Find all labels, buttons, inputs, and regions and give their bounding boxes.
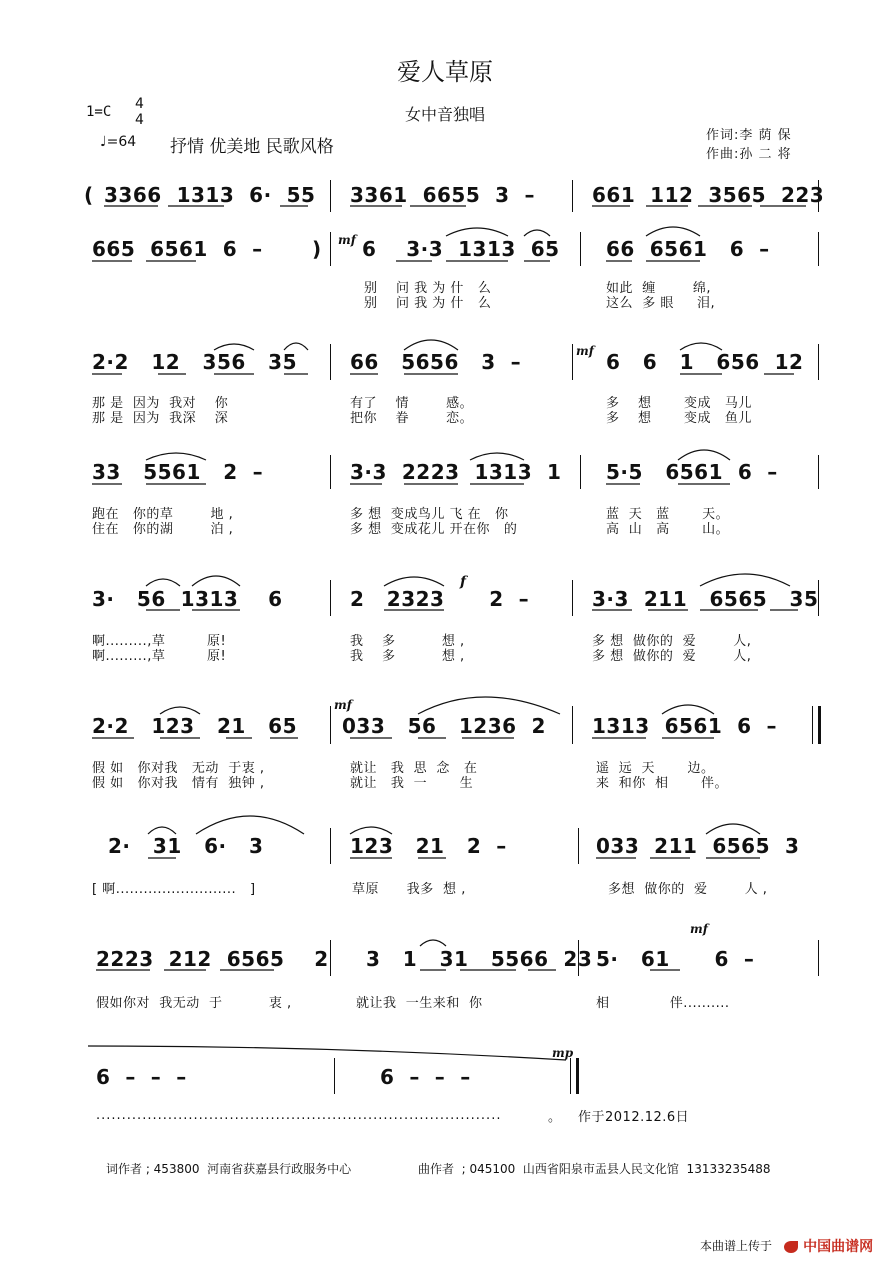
dynamic-mf: mf	[334, 698, 352, 712]
key-signature: 1=C	[86, 104, 112, 120]
row5-measure2: 033 56 1236 2	[342, 714, 546, 738]
row1-measure2: 6 3·3 1313 65	[362, 237, 560, 261]
slur	[700, 574, 790, 586]
row7-lyric-m2: 就让我 一生来和 你	[356, 996, 483, 1011]
slur	[284, 343, 308, 350]
slur	[146, 579, 180, 586]
time-sig-bottom: 4	[135, 112, 144, 128]
row3-lyric-m2-v2: 多 想 变成花儿 开在你 的	[350, 522, 518, 537]
row4-lyric-m3-v2: 多 想 做你的 爱 人,	[592, 649, 752, 664]
row4-measure2: 2 2323 2 –	[350, 587, 530, 611]
tie-to-end	[88, 1046, 566, 1060]
paren-close: )	[312, 237, 322, 261]
slur	[418, 697, 560, 714]
slur	[524, 230, 550, 236]
row3-measure3: 5·5 6561 6 –	[606, 460, 778, 484]
composition-date: 作于2012.12.6日	[578, 1110, 690, 1125]
row6-lyric-m2: 草原 我多 想 ,	[352, 882, 466, 897]
row5-lyric-m3-v2: 来 和你 相 伴。	[596, 776, 728, 791]
lyricist-credit: 作词:李 荫 保	[706, 128, 792, 143]
row1-lyric-m2-v1: 别 问 我 为 什 么	[364, 281, 492, 296]
dynamic-mf: mf	[576, 344, 594, 358]
row5-measure3: 1313 6561 6 –	[592, 714, 778, 738]
footer-composer: 曲作者 ; 045100 山西省阳泉市盂县人民文化馆 13133235488	[418, 1162, 771, 1176]
row3-measure1: 33 5561 2 –	[92, 460, 264, 484]
row6-measure2: 123 21 2 –	[350, 834, 507, 858]
slur	[680, 343, 722, 350]
row5-lyric-m1-v2: 假 如 你对我 情有 独钟 ,	[92, 776, 265, 791]
footer-lyricist: 词作者 ; 453800 河南省获嘉县行政服务中心	[106, 1162, 352, 1176]
row1-lyric-m3-v1: 如此 缠 绵,	[606, 281, 711, 296]
row4-lyric-m2-v2: 我 多 想 ,	[350, 649, 465, 664]
row6-lyric-m3: 多想 做你的 爱 人 ,	[608, 882, 768, 897]
style-mark: 抒情 优美地 民歌风格	[170, 137, 334, 157]
row7-measure1: 2223 212 6565 2	[96, 947, 329, 971]
slur	[420, 940, 446, 946]
dynamic-mf: mf	[338, 233, 356, 247]
slur	[470, 453, 524, 460]
row5-lyric-m1-v1: 假 如 你对我 无动 于衷 ,	[92, 761, 265, 776]
slur	[662, 705, 714, 714]
row3-lyric-m1-v1: 跑在 你的草 地 ,	[92, 507, 234, 522]
row3-measure2: 3·3 2223 1313 1	[350, 460, 562, 484]
end-mark: 。	[548, 1110, 562, 1125]
slur	[196, 816, 304, 834]
slur	[350, 827, 392, 834]
row0-measure3: 661 112 3565 223	[592, 183, 825, 207]
row2-lyric-m3-v2: 多 想 变成 鱼儿	[606, 411, 752, 426]
row7-measure2: 3 1 31 5566 23	[366, 947, 593, 971]
paren-open: (	[84, 183, 94, 207]
row8-measure1: 6 – – –	[96, 1065, 187, 1089]
tempo-mark: ♩=64	[100, 134, 137, 150]
row2-lyric-m1-v2: 那 是 因为 我深 深	[92, 411, 229, 426]
dynamic-mp: mp	[552, 1046, 574, 1060]
ending-dots: ...............................................................................	[96, 1108, 502, 1123]
row4-lyric-m1-v1: 啊.........,草 原!	[92, 634, 227, 649]
song-subtitle: 女中音独唱	[404, 105, 485, 124]
dynamic-mf: mf	[690, 922, 708, 936]
slur	[160, 707, 200, 714]
dynamic-f: f	[460, 574, 467, 590]
row6-lyric-m1: [ 啊.......................... ]	[92, 882, 256, 897]
slur	[384, 577, 444, 586]
row3-lyric-m1-v2: 住在 你的湖 泊 ,	[92, 522, 234, 537]
slur	[146, 453, 206, 460]
slur	[706, 824, 760, 834]
row3-lyric-m2-v1: 多 想 变成鸟儿 飞 在 你	[350, 507, 509, 522]
row1-measure1: 665 6561 6 –	[92, 237, 263, 261]
row1-lyric-m3-v2: 这么 多 眼 泪,	[606, 296, 716, 311]
row5-lyric-m2-v1: 就让 我 思 念 在	[350, 761, 478, 776]
slur	[678, 450, 730, 460]
row0-measure1: 3366 1313 6· 55	[104, 183, 316, 207]
song-title: 爱人草原	[397, 58, 493, 86]
row1-lyric-m2-v2: 别 问 我 为 什 么	[364, 296, 492, 311]
row7-lyric-m3: 相 伴..........	[596, 996, 730, 1011]
slur	[404, 340, 458, 350]
time-sig-top: 4	[135, 96, 144, 112]
row1-measure3: 66 6561 6 –	[606, 237, 770, 261]
slur	[148, 827, 176, 834]
row2-lyric-m2-v2: 把你 眷 恋。	[350, 411, 474, 426]
slur	[646, 227, 700, 236]
row2-lyric-m3-v1: 多 想 变成 马儿	[606, 396, 752, 411]
row8-measure2: 6 – – –	[380, 1065, 471, 1089]
row5-lyric-m2-v2: 就让 我 一 生	[350, 776, 474, 791]
row7-lyric-m1: 假如你对 我无动 于 衷 ,	[96, 996, 292, 1011]
row4-measure3: 3·3 211 6565 35	[592, 587, 819, 611]
row3-lyric-m3-v2: 高 山 高 山。	[606, 522, 730, 537]
slur	[446, 228, 508, 236]
row3-lyric-m3-v1: 蓝 天 蓝 天。	[606, 507, 730, 522]
row2-measure3: 6 6 1 656 12	[606, 350, 804, 374]
row4-lyric-m1-v2: 啊.........,草 原!	[92, 649, 227, 664]
row2-measure1: 2·2 12 356 35	[92, 350, 298, 374]
row5-measure1: 2·2 123 21 65	[92, 714, 298, 738]
row0-measure2: 3361 6655 3 –	[350, 183, 536, 207]
row4-measure1: 3· 56 1313 6	[92, 587, 283, 611]
row2-measure2: 66 5656 3 –	[350, 350, 522, 374]
row6-measure3: 033 211 6565 3	[596, 834, 800, 858]
row6-measure1: 2· 31 6· 3	[108, 834, 264, 858]
row2-lyric-m1-v1: 那 是 因为 我对 你	[92, 396, 229, 411]
upload-text: 本曲谱上传于	[700, 1239, 773, 1253]
site-logo-text: 中国曲谱网	[803, 1239, 874, 1255]
row5-lyric-m3-v1: 遥 远 天 边。	[596, 761, 715, 776]
composer-credit: 作曲:孙 二 将	[706, 147, 792, 162]
slur	[214, 344, 254, 350]
row7-measure3: 5· 61 6 –	[596, 947, 755, 971]
row4-lyric-m2-v1: 我 多 想 ,	[350, 634, 465, 649]
slur	[192, 576, 240, 586]
row2-lyric-m2-v1: 有了 情 感。	[350, 396, 474, 411]
row4-lyric-m3-v1: 多 想 做你的 爱 人,	[592, 634, 752, 649]
